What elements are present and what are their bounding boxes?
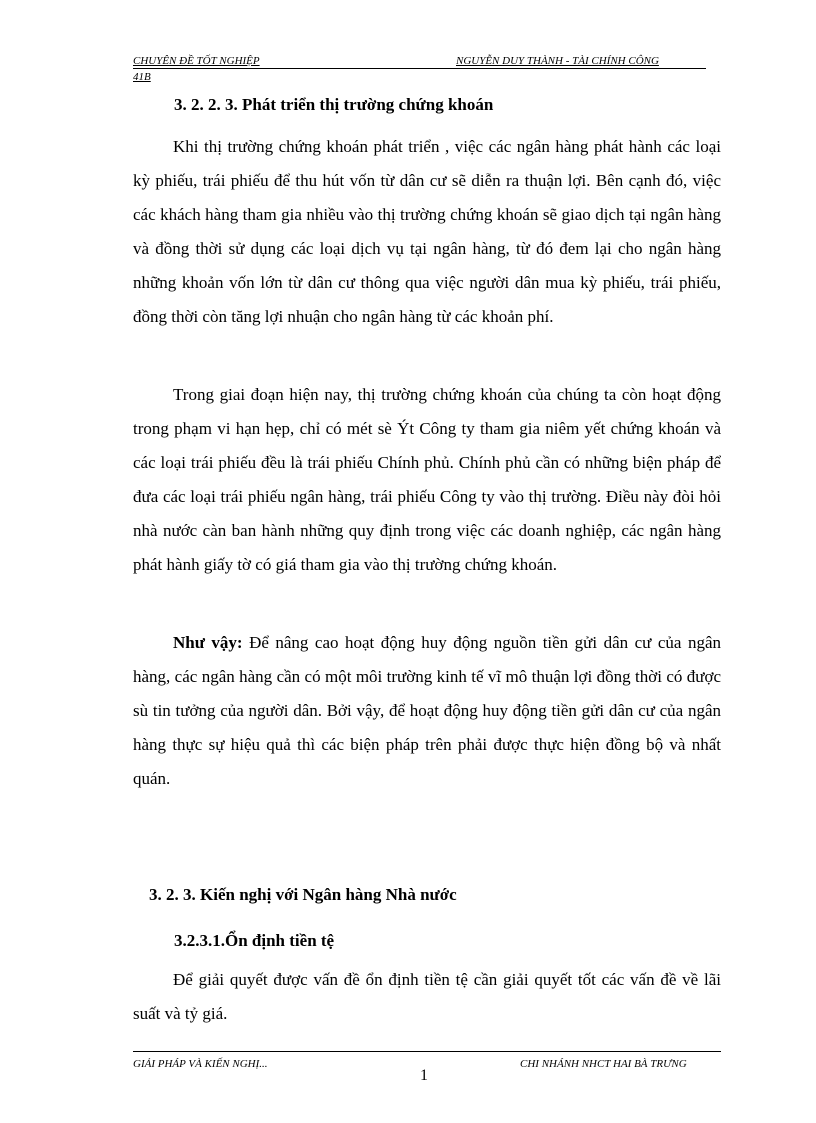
paragraph-4: Để giải quyết được vấn đề ổn định tiền tệ cần giải quyết tốt các vấn đề về lãi suất và tỷ giá. bbox=[133, 970, 721, 1023]
header-right: NGUYỄN DUY THÀNH - TÀI CHÍNH CÔNG bbox=[456, 55, 659, 67]
page-number: 1 bbox=[420, 1067, 428, 1084]
paragraph-3-body: Để nâng cao hoạt động huy động nguồn tiền gửi dân cư của ngân hàng, các ngân hàng cần có một môi trường kinh tế vĩ mô thuận lợi đồng thời có được sù tin tưởng của người dân. Bởi vậy, để hoạt động huy động tiền gửi dân cư của ngân hàng thực sự hiệu quả thì các biện pháp trên phải được thực hiện đồng bộ và nhất quán. bbox=[133, 633, 721, 788]
section-heading-323: 3. 2. 3. Kiến nghị với Ngân hàng Nhà nước bbox=[149, 885, 457, 904]
footer-right: CHI NHÁNH NHCT HAI BÀ TRƯNG bbox=[520, 1058, 687, 1070]
paragraph-1: Khi thị trường chứng khoán phát triển , việc các ngân hàng phát hành các loại kỳ phiếu, trái phiếu để thu hút vốn từ dân cư sẽ diễn ra thuận lợi. Bên cạnh đó, việc các khách hàng tham gia nhiều vào thị trường chứng khoán sẽ giao dịch tại ngân hàng và đồng thời sử dụng các loại dịch vụ tại ngân hàng, từ đó đem lại cho ngân hàng những khoản vốn lớn từ dân cư thông qua việc người dân mua kỳ phiếu, trái phiếu, đồng thời còn tăng lợi nhuận cho ngân hàng từ các khoản phí. bbox=[133, 137, 721, 326]
footer-left: GIẢI PHÁP VÀ KIẾN NGHỊ... bbox=[133, 1058, 268, 1070]
paragraph-3 bbox=[133, 626, 721, 796]
footer-divider bbox=[133, 1051, 721, 1052]
paragraph-3-lead: Như vậy: bbox=[173, 633, 243, 652]
section-heading-3223: 3. 2. 2. 3. Phát triển thị trường chứng khoán bbox=[174, 95, 494, 114]
paragraph-2: Trong giai đoạn hiện nay, thị trường chứng khoán của chúng ta còn hoạt động trong phạm vi hạn hẹp, chỉ có mét sè Ýt Công ty tham gia niêm yết chứng khoán và các loại trái phiếu đều là trái phiếu Chính phủ. Chính phủ cần có những biện pháp để đưa các loại trái phiếu ngân hàng, trái phiếu Công ty vào thị trường. Điều này đòi hỏi nhà nước càn ban hành những quy định trong việc các doanh nghiệp, các ngân hàng phát hành giấy tờ có giá tham gia vào thị trường chứng khoán. bbox=[133, 385, 721, 574]
header-continuation: 41B bbox=[133, 71, 151, 83]
header-divider bbox=[133, 68, 706, 69]
subsection-heading-3231: 3.2.3.1.Ổn định tiền tệ bbox=[174, 931, 335, 950]
header-left: CHUYÊN ĐỀ TỐT NGHIỆP bbox=[133, 55, 260, 67]
